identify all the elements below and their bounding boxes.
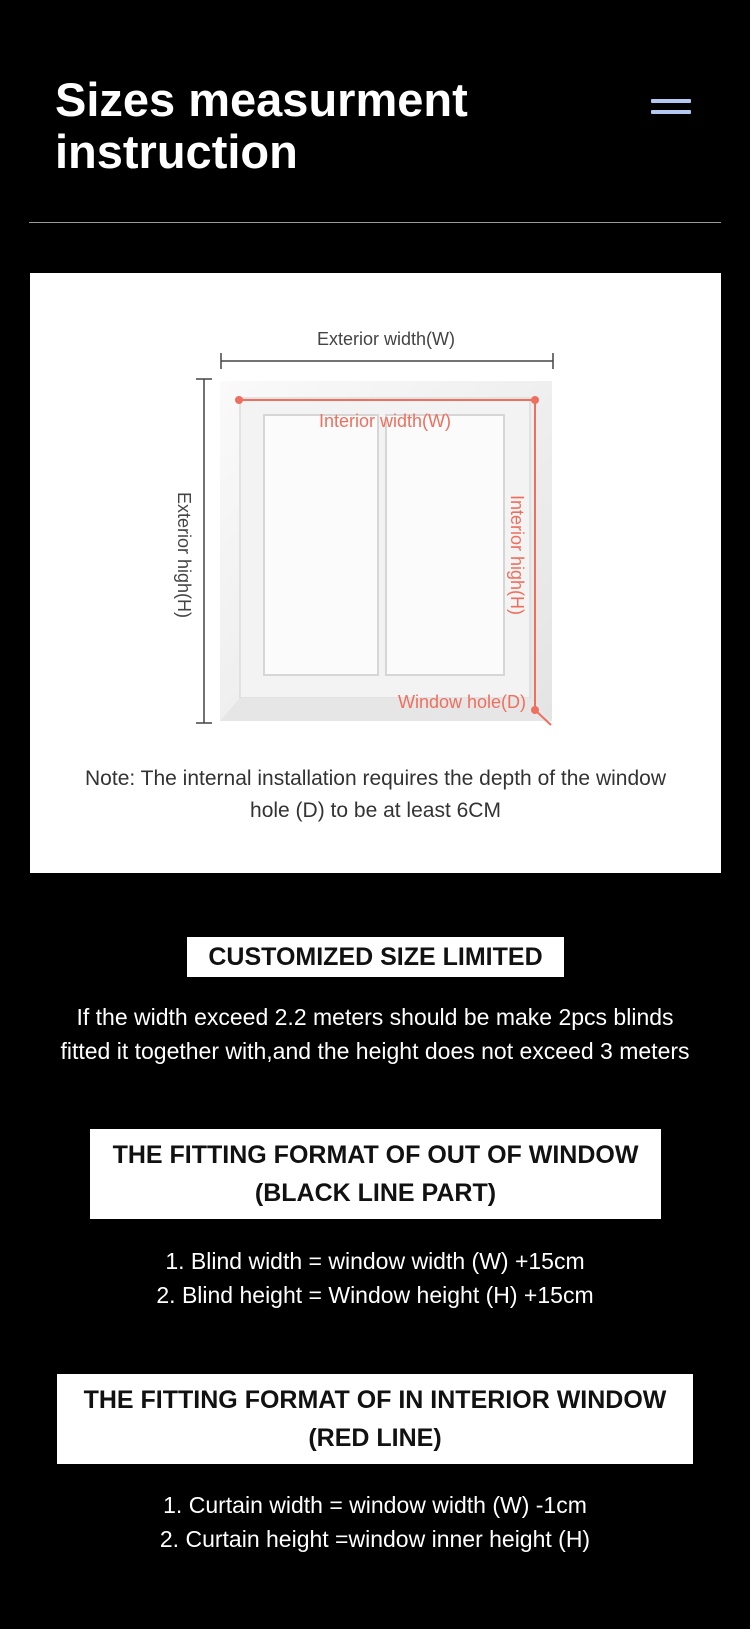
exterior-width-label: Exterior width(W): [316, 329, 456, 349]
customized-size-heading: CUSTOMIZED SIZE LIMITED: [187, 937, 564, 977]
window-sash-right: [386, 415, 504, 675]
interior-window-heading: [57, 1374, 693, 1464]
interior-width-dot-left: [235, 396, 243, 404]
interior-window-formula-line: 2. Curtain height =window inner height (H): [159, 1526, 591, 1552]
customized-size-line: If the width exceed 2.2 meters should be make 2pcs blinds: [76, 1004, 674, 1030]
out-of-window-formula-line: 2. Blind height = Window height (H) +15cm: [156, 1282, 594, 1308]
menu-icon[interactable]: [651, 99, 691, 121]
interior-window-heading-line: (RED LINE): [308, 1424, 442, 1452]
customized-size-text: [0, 1000, 750, 1068]
out-of-window-formula: [0, 1244, 750, 1312]
window-sash-left: [264, 415, 378, 675]
exterior-height-label: Exterior high(H): [174, 491, 194, 619]
menu-icon-bar: [651, 110, 691, 114]
window-hole-label: Window hole(D): [397, 692, 526, 712]
interior-height-label: Interior high(H): [507, 494, 527, 616]
installation-note: Note: The internal installation requires the depth of the window hole (D) to be at least 6CM: [85, 767, 666, 822]
out-of-window-formula-line: 1. Blind width = window width (W) +15cm: [165, 1248, 585, 1274]
header-divider: [29, 222, 721, 223]
out-of-window-heading-line: THE FITTING FORMAT OF OUT OF WINDOW: [112, 1141, 639, 1169]
out-of-window-heading-line: (BLACK LINE PART): [254, 1179, 497, 1207]
interior-window-formula-line: 1. Curtain width = window width (W) -1cm: [163, 1492, 587, 1518]
interior-window-formula: [0, 1488, 750, 1556]
interior-window-heading-line: THE FITTING FORMAT OF IN INTERIOR WINDOW: [83, 1386, 667, 1414]
page-title: Sizes measurment instruction: [55, 73, 468, 178]
measurement-diagram: [30, 273, 721, 873]
customized-size-line: fitted it together with,and the height does not exceed 3 meters: [60, 1038, 690, 1064]
out-of-window-heading: [90, 1129, 661, 1219]
interior-width-label: Interior width(W): [318, 411, 452, 431]
menu-icon-bar: [651, 99, 691, 103]
